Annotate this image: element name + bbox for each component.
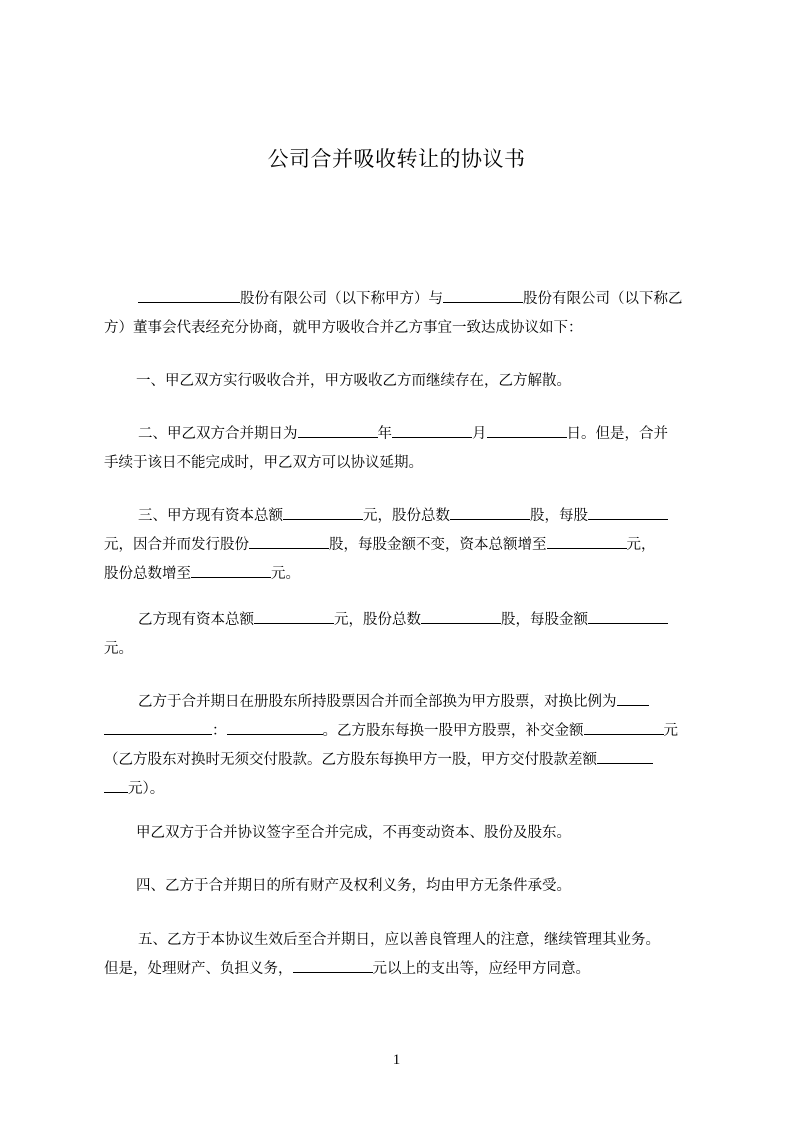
clause-3c-text-1: 乙方于合并期日在册股东所持股票因合并而全部换为甲方股票，对换比例为 xyxy=(138,694,617,710)
preamble-line-2: 方）董事会代表经充分协商，就甲方吸收合并乙方事宜一致达成协议如下： xyxy=(104,320,583,336)
clause-2-text-2: 年 xyxy=(377,426,392,442)
clause-3b-line-1 xyxy=(104,606,704,635)
clause-5-line-2 xyxy=(104,955,704,984)
clause-3b-text-3: 股，每股金额 xyxy=(501,612,588,628)
party-a-capital-blank[interactable] xyxy=(283,502,363,520)
party-b-capital-blank[interactable] xyxy=(254,606,334,624)
clause-2 xyxy=(104,420,704,478)
merger-year-blank[interactable] xyxy=(298,420,378,438)
party-b-shares-blank[interactable] xyxy=(421,606,501,624)
clause-3-text-8: 元。 xyxy=(271,566,300,582)
payment-difference-blank-end[interactable] xyxy=(104,775,128,793)
clause-2-text-1: 二、甲乙双方合并期日为 xyxy=(138,426,298,442)
page-number: 1 xyxy=(392,1052,401,1068)
clause-3 xyxy=(104,502,704,589)
clause-3c-text-4: 元 xyxy=(663,723,678,739)
exchange-ratio-left-blank[interactable] xyxy=(104,717,212,735)
clause-3-text-3: 股，每股 xyxy=(530,508,588,524)
clause-3-text-1: 三、甲方现有资本总额 xyxy=(138,508,283,524)
clause-2-text-3: 月 xyxy=(472,426,487,442)
clause-5-text-1: 但是，处理财产、负担义务， xyxy=(104,961,293,977)
clause-3d xyxy=(104,819,704,848)
clause-3-line-2 xyxy=(104,531,704,560)
clause-3c-line-1 xyxy=(104,688,704,717)
clause-5-line-1: 五、乙方于本协议生效后至合并期日，应以善良管理人的注意，继续管理其业务。 xyxy=(138,932,660,948)
clause-4-text: 四、乙方于合并期日的所有财产及权利义务，均由甲方无条件承受。 xyxy=(136,878,571,894)
party-b-name-blank[interactable] xyxy=(443,285,523,303)
clause-3c-line-3 xyxy=(104,746,704,775)
clause-3-text-6: 元， xyxy=(626,537,656,553)
clause-3-text-4: 元，因合并而发行股份 xyxy=(104,537,249,553)
merger-month-blank[interactable] xyxy=(392,420,472,438)
clause-1-text: 一、甲乙双方实行吸收合并，甲方吸收乙方而继续存在，乙方解散。 xyxy=(136,373,571,389)
clause-3c-line-2 xyxy=(104,717,704,746)
preamble-paragraph xyxy=(104,285,704,343)
party-b-share-value-blank[interactable] xyxy=(588,606,668,624)
clause-1 xyxy=(104,367,704,396)
party-a-share-value-blank[interactable] xyxy=(588,502,668,520)
exchange-ratio-right-blank[interactable] xyxy=(227,717,323,735)
party-a-name-blank[interactable] xyxy=(138,285,240,303)
clause-3b-line-2: 元。 xyxy=(104,641,133,657)
clause-3-text-7: 股份总数增至 xyxy=(104,566,191,582)
preamble-text-2: 股份有限公司（以下称乙 xyxy=(523,291,683,307)
clause-3c-text-5: （乙方股东对换时无须交付股款。乙方股东每换甲方一股，甲方交付股款差额 xyxy=(104,752,597,768)
clause-2-line-1 xyxy=(104,420,704,449)
payment-difference-blank[interactable] xyxy=(597,746,653,764)
clause-3-line-1 xyxy=(104,502,704,531)
merger-day-blank[interactable] xyxy=(487,420,567,438)
clause-5 xyxy=(104,926,704,984)
clause-3-text-2: 元，股份总数 xyxy=(363,508,450,524)
clause-3c-line-4 xyxy=(104,775,704,804)
clause-2-line-2: 手续于该日不能完成时，甲乙双方可以协议延期。 xyxy=(104,455,423,471)
clause-3c-text-2: ： xyxy=(212,723,227,739)
clause-3c-text-6: 元）。 xyxy=(128,781,165,797)
exchange-ratio-blank-start[interactable] xyxy=(617,688,649,706)
supplement-amount-blank[interactable] xyxy=(584,717,664,735)
clause-5-text-2: 元以上的支出等，应经甲方同意。 xyxy=(372,961,590,977)
total-shares-blank[interactable] xyxy=(191,560,271,578)
expenditure-limit-blank[interactable] xyxy=(293,955,373,973)
clause-3b-text-1: 乙方现有资本总额 xyxy=(138,612,254,628)
clause-3c-text-3: 。乙方股东每换一股甲方股票，补交金额 xyxy=(322,723,584,739)
preamble-text-1: 股份有限公司（以下称甲方）与 xyxy=(240,291,443,307)
clause-3-line-3 xyxy=(104,560,704,589)
clause-3b xyxy=(104,606,704,664)
clause-3-text-5: 股，每股金额不变，资本总额增至 xyxy=(329,537,547,553)
clause-2-text-4: 日。但是，合并 xyxy=(566,426,668,442)
new-shares-blank[interactable] xyxy=(249,531,329,549)
document-title: 公司合并吸收转让的协议书 xyxy=(267,147,526,171)
clause-3b-text-2: 元，股份总数 xyxy=(334,612,421,628)
party-a-shares-blank[interactable] xyxy=(450,502,530,520)
clause-3d-text: 甲乙双方于合并协议签字至合并完成，不再变动资本、股份及股东。 xyxy=(136,825,571,841)
clause-4 xyxy=(104,872,704,901)
capital-increase-blank[interactable] xyxy=(547,531,627,549)
preamble-line-1 xyxy=(104,285,704,314)
clause-3c xyxy=(104,688,704,804)
